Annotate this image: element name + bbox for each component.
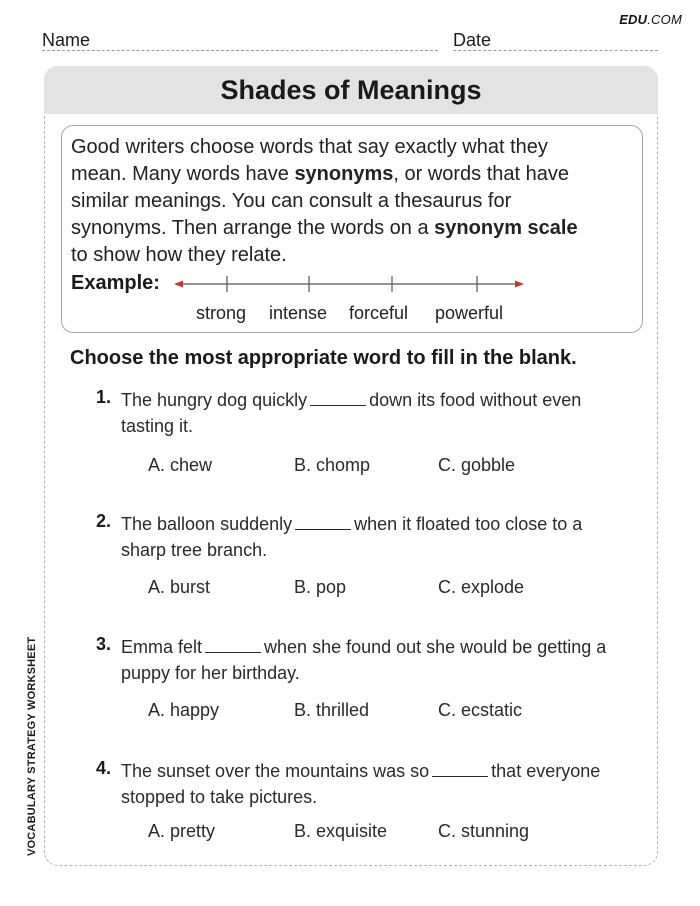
option-b[interactable]: B. pop bbox=[294, 577, 347, 597]
name-label: Name bbox=[42, 30, 91, 50]
option-a[interactable]: A. burst bbox=[148, 577, 211, 597]
option-c[interactable]: C. stunning bbox=[438, 821, 530, 841]
question-text: The hungry dog quickly down its food without even tasting it. bbox=[121, 390, 582, 436]
question-number: 4. bbox=[96, 758, 112, 778]
answer-blank[interactable] bbox=[432, 762, 488, 777]
page-title: Shades of Meanings bbox=[220, 74, 482, 105]
intro-paragraph: Good writers choose words that say exactly what they mean. Many words have synonyms, or words that have similar meanings. You can consult a thesaurus for synonyms. Then arrange the words on a synonym scale to show how they relate. bbox=[71, 136, 578, 266]
intro-box bbox=[61, 125, 643, 333]
synonym-scale-arrow bbox=[172, 273, 532, 295]
scale-word: forceful bbox=[349, 303, 409, 323]
instruction-heading: Choose the most appropriate word to fill in the blank. bbox=[70, 347, 577, 369]
option-c[interactable]: C. gobble bbox=[438, 455, 516, 475]
edu-logo: EDU.COM bbox=[619, 12, 682, 27]
scale-word: powerful bbox=[435, 303, 504, 323]
question-number: 1. bbox=[96, 387, 112, 407]
question-number: 3. bbox=[96, 634, 112, 654]
side-label: VOCABULARY STRATEGY WORKSHEET bbox=[26, 636, 38, 856]
scale-word: intense bbox=[269, 303, 328, 323]
question-number: 2. bbox=[96, 511, 112, 531]
date-field-line[interactable] bbox=[453, 50, 658, 51]
question-text: The sunset over the mountains was so that everyone stopped to take pictures. bbox=[121, 761, 601, 807]
option-c[interactable]: C. explode bbox=[438, 577, 525, 597]
question-text: The balloon suddenly when it floated too close to a sharp tree branch. bbox=[121, 514, 583, 560]
answer-blank[interactable] bbox=[310, 391, 366, 406]
option-b[interactable]: B. thrilled bbox=[294, 700, 370, 720]
scale-word: strong bbox=[196, 303, 247, 323]
option-a[interactable]: A. pretty bbox=[148, 821, 216, 841]
example-label: Example: bbox=[71, 272, 160, 294]
date-label: Date bbox=[453, 30, 492, 50]
title-bar bbox=[44, 66, 658, 114]
question-text: Emma felt when she found out she would be getting a puppy for her birthday. bbox=[121, 637, 607, 683]
option-a[interactable]: A. chew bbox=[148, 455, 213, 475]
answer-blank[interactable] bbox=[295, 515, 351, 530]
name-field-line[interactable] bbox=[42, 50, 438, 51]
option-a[interactable]: A. happy bbox=[148, 700, 220, 720]
option-b[interactable]: B. chomp bbox=[294, 455, 371, 475]
option-c[interactable]: C. ecstatic bbox=[438, 700, 523, 720]
answer-blank[interactable] bbox=[205, 638, 261, 653]
option-b[interactable]: B. exquisite bbox=[294, 821, 388, 841]
